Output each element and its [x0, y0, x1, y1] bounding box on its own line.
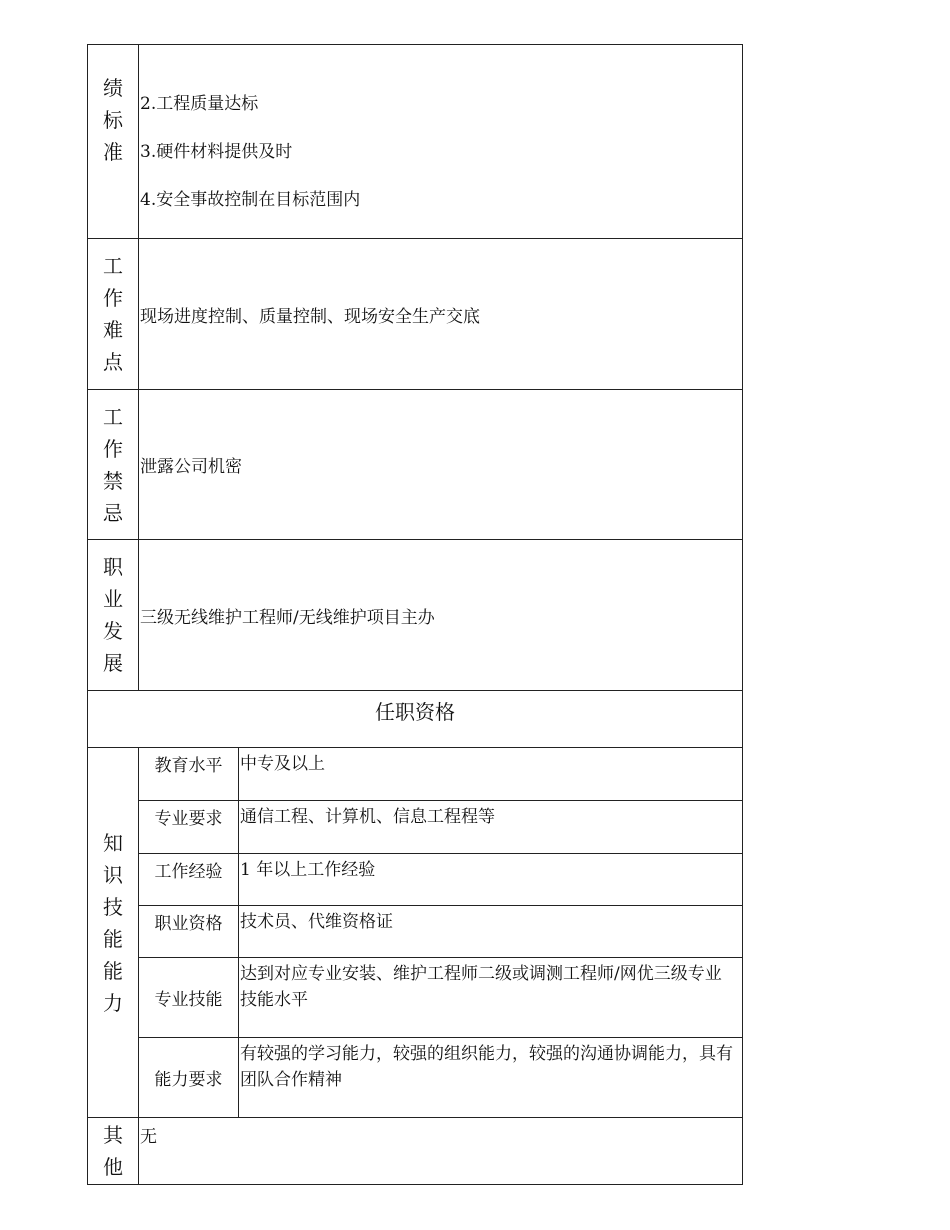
qualification-label: 能力要求	[139, 1038, 239, 1117]
qualification-value: 有较强的学习能力，较强的组织能力，较强的沟通协调能力，具有团队合作精神	[240, 1044, 733, 1090]
career-development-content: 三级无线维护工程师/无线维护项目主办	[140, 607, 435, 628]
work-difficulty-content: 现场进度控制、质量控制、现场安全生产交底	[140, 306, 480, 327]
row-label: 绩 标 准	[88, 45, 139, 238]
criteria-item: 3.硬件材料提供及时	[140, 142, 293, 162]
qualification-label: 教育水平	[139, 748, 239, 800]
row-label: 工 作 禁 忌	[88, 390, 139, 539]
qualification-value: 通信工程、计算机、信息工程程等	[240, 807, 495, 827]
row-label: 工 作 难 点	[88, 239, 139, 389]
qualification-row	[139, 748, 742, 801]
qualification-row	[139, 906, 742, 958]
section-title: 任职资格	[375, 700, 455, 724]
criteria-item: 2.工程质量达标	[140, 94, 259, 114]
qualification-label: 工作经验	[139, 854, 239, 905]
row-label: 知 识 技 能 能 力	[88, 748, 139, 1117]
qualification-row	[139, 958, 742, 1038]
other-content: 无	[140, 1127, 157, 1147]
qualification-label: 职业资格	[139, 906, 239, 957]
work-difficulty-row	[88, 239, 742, 390]
qualification-row	[139, 854, 742, 906]
career-development-row	[88, 540, 742, 691]
qualification-label: 专业要求	[139, 801, 239, 853]
criteria-item: 4.安全事故控制在目标范围内	[140, 190, 361, 210]
performance-criteria-row	[88, 45, 742, 239]
qualifications-subtable	[139, 748, 742, 1117]
job-description-table	[87, 44, 743, 1185]
row-label: 其 他	[88, 1118, 139, 1184]
work-taboo-content: 泄露公司机密	[140, 457, 242, 477]
qualification-value: 技术员、代维资格证	[240, 912, 393, 932]
qualification-value: 达到对应专业安装、维护工程师二级或调测工程师/网优三级专业技能水平	[240, 964, 722, 1010]
qualifications-header-row	[88, 691, 742, 748]
other-row	[88, 1118, 742, 1184]
qualification-row	[139, 1038, 742, 1117]
qualification-row	[139, 801, 742, 854]
qualification-value: 1 年以上工作经验	[240, 860, 376, 880]
performance-criteria-content	[139, 45, 742, 238]
qualification-value: 中专及以上	[240, 754, 325, 774]
row-label: 职 业 发 展	[88, 540, 139, 690]
qualifications-block	[88, 748, 742, 1118]
qualification-label: 专业技能	[139, 958, 239, 1037]
work-taboo-row	[88, 390, 742, 540]
